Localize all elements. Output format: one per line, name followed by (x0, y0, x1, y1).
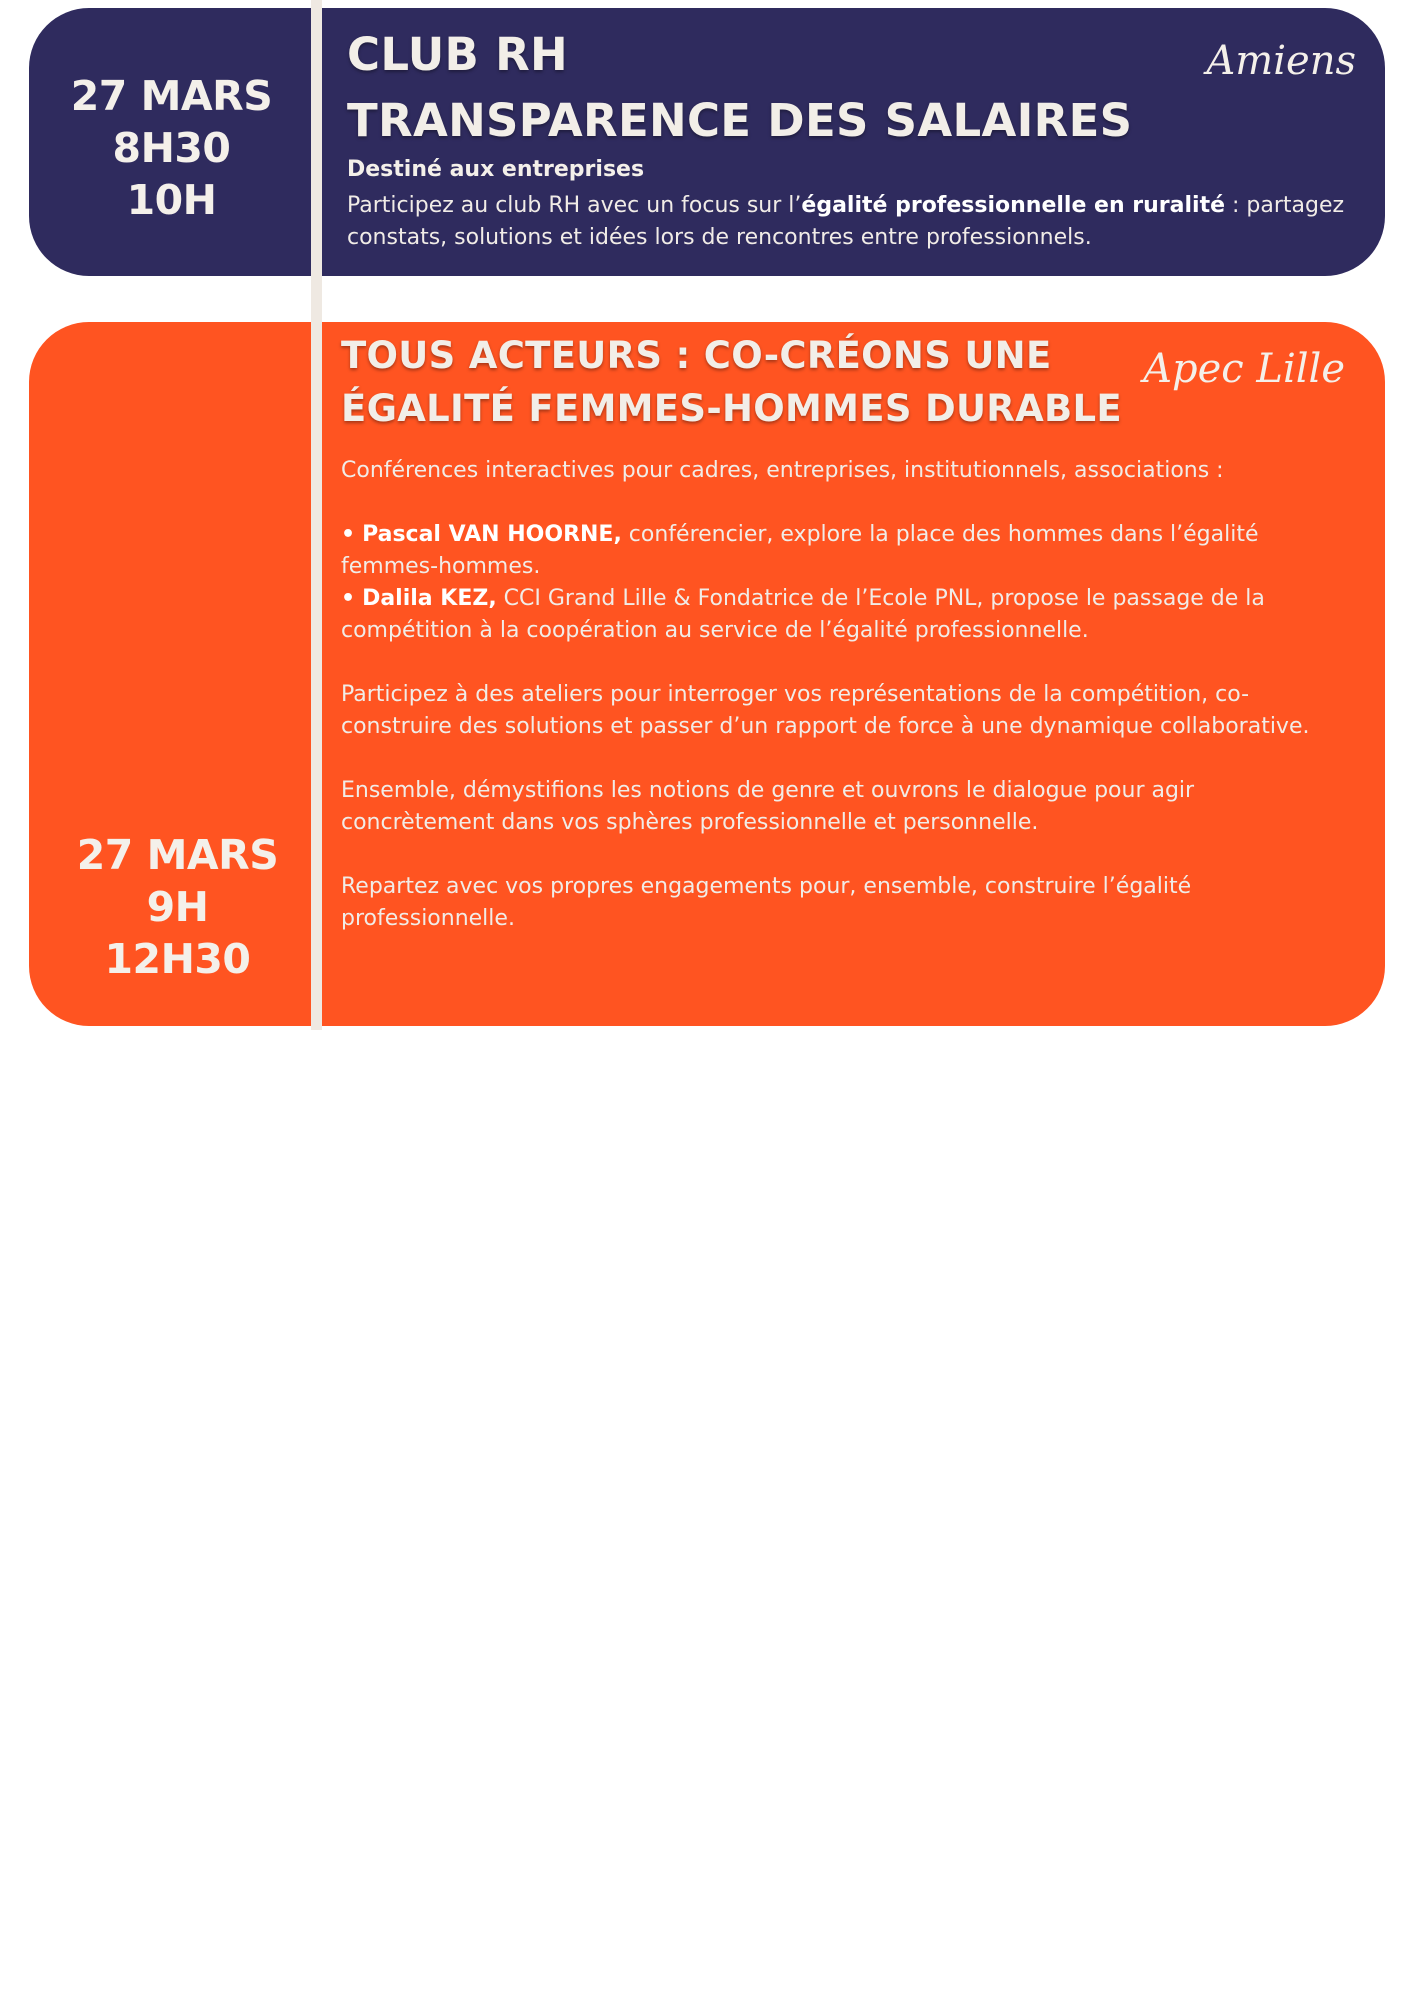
timeline-divider (311, 0, 322, 1030)
event-date (35, 829, 320, 985)
event-end-time: 10H (126, 176, 217, 224)
event-content (347, 22, 1347, 254)
speaker-name: Dalila KEZ, (362, 586, 497, 611)
event-paragraph: Ensemble, démystifions les notions de genre et ouvrons le dialogue pour agir concrètement dans vos sphères professionnelle et personnelle. (341, 778, 1195, 835)
description-text: : partagez constats, solutions et idées lors de rencontres entre professionnels. (347, 193, 1345, 250)
event-day: 27 MARS (70, 72, 273, 120)
event-title (341, 329, 1347, 435)
event-description (341, 455, 1347, 935)
event-title-line: CLUB RH (347, 28, 569, 81)
event-end-time: 12H30 (104, 935, 251, 983)
event-start-time: 9H (146, 883, 209, 931)
speaker-item (341, 519, 1347, 583)
speaker-bullet: • (341, 522, 356, 547)
event-title-line: ÉGALITÉ FEMMES-HOMMES DURABLE (341, 387, 1122, 430)
event-card-apec-lille (29, 322, 1385, 1026)
event-content (341, 322, 1347, 935)
speaker-description: conférencier, explore la place des hommes dans l’égalité femmes-hommes. (341, 522, 1259, 579)
speaker-bullet: • (341, 586, 356, 611)
event-description (347, 190, 1347, 254)
speaker-item (341, 583, 1347, 647)
event-intro: Conférences interactives pour cadres, entreprises, institutionnels, associations : (341, 458, 1224, 483)
event-title (347, 22, 1347, 154)
speaker-description: CCI Grand Lille & Fondatrice de l’Ecole PNL, propose le passage de la compétition à la coopération au service de l’égalité professionnelle. (341, 586, 1265, 643)
event-date (29, 70, 314, 226)
event-day: 27 MARS (76, 831, 279, 879)
description-emphasis: égalité professionnelle en ruralité (801, 193, 1226, 218)
description-text: Participez au club RH avec un focus sur l’ (347, 193, 802, 218)
event-location: Amiens (1206, 38, 1356, 84)
event-start-time: 8H30 (112, 124, 231, 172)
event-title-line: TOUS ACTEURS : CO-CRÉONS UNE (341, 334, 1052, 377)
event-audience: Destiné aux entreprises (347, 157, 645, 182)
event-title-line: TRANSPARENCE DES SALAIRES (347, 94, 1133, 147)
event-paragraph: Repartez avec vos propres engagements pour, ensemble, construire l’égalité professionnelle. (341, 874, 1192, 931)
event-card-club-rh (29, 8, 1385, 276)
event-location: Apec Lille (1143, 346, 1345, 392)
speaker-name: Pascal VAN HOORNE, (362, 522, 622, 547)
event-paragraph: Participez à des ateliers pour interroger vos représentations de la compétition, co-construire des solutions et passer d’un rapport de force à une dynamique collaborative. (341, 682, 1310, 739)
